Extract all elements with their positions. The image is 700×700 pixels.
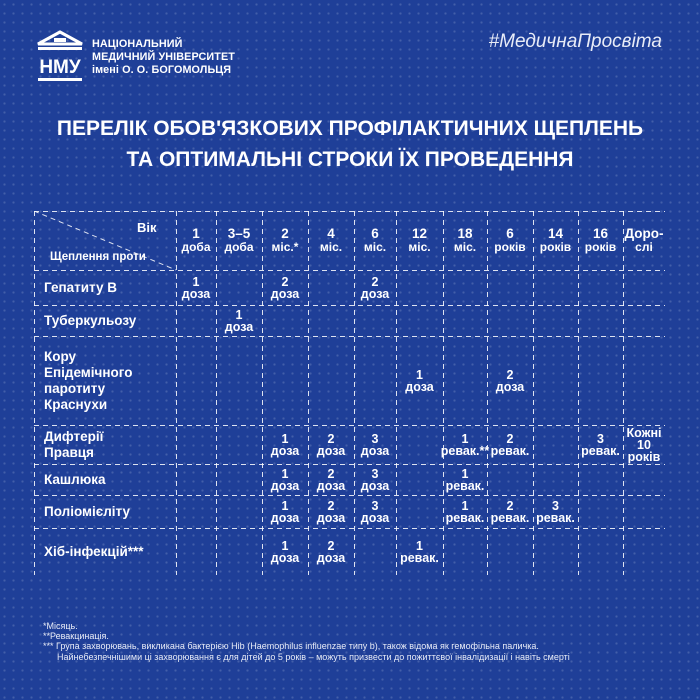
page-title: ПЕРЕЛІК ОБОВ'ЯЗКОВИХ ПРОФІЛАКТИЧНИХ ЩЕПЛЕНЬ ТА ОПТИМАЛЬНІ СТРОКИ ЇХ ПРОВЕДЕННЯ: [56, 117, 644, 171]
dose-cell: 1 доза: [181, 274, 211, 301]
row-label: Хіб-інфекцій***: [44, 543, 144, 559]
dose-cell: 1 доза: [270, 498, 300, 525]
dose-cell: 1 ревак.: [400, 538, 439, 565]
column-header: 1 доба: [181, 226, 211, 254]
dose-cell: 2 доза: [316, 431, 346, 458]
column-header: 16 років: [584, 226, 617, 254]
row-label: Поліомієліту: [44, 503, 130, 519]
footnotes: *Місяць. **Ревакцинація. *** Група захворювань, викликана бактерією Hib (Haemophilus influenzae типу b), також відома як гемофільна паличка. Найнебезпечнішими ці захворювання є для дітей до 5 років – можуть призвести до пожиттєвої інвалідизації і навіть смерті: [43, 621, 570, 662]
dose-cell: 2 доза: [495, 367, 525, 394]
column-header: 3–5 доба: [224, 226, 254, 254]
row-label: Кашлюка: [44, 471, 106, 487]
dose-cell: 2 доза: [360, 274, 390, 301]
dose-cell: Кожні 10 років: [626, 425, 662, 464]
dose-cell: 3 доза: [360, 498, 390, 525]
column-header: 6 міс.: [363, 226, 387, 254]
dose-cell: 2 ревак.: [490, 431, 530, 458]
column-header: 14 років: [539, 226, 572, 254]
dose-cell: 1 доза: [270, 431, 300, 458]
row-label: Кору Епідемічного паротиту Краснухи: [44, 348, 133, 412]
column-header: 2 міс.*: [271, 226, 299, 254]
dose-cell: 2 доза: [316, 538, 346, 565]
header-age-label: Вік: [137, 220, 157, 235]
dose-cell: 1 ревак.: [445, 466, 485, 493]
dose-cell: 3 доза: [360, 466, 390, 493]
column-header: Доро- слі: [624, 226, 664, 254]
dose-cell: 2 доза: [316, 498, 346, 525]
university-name: НАЦІОНАЛЬНИЙ МЕДИЧНИЙ УНІВЕРСИТЕТ імені О. О. БОГОМОЛЬЦЯ: [92, 37, 235, 76]
university-header: [34, 27, 235, 87]
dose-cell: 3 доза: [360, 431, 390, 458]
row-label: Гепатиту В: [44, 279, 118, 295]
logo-letters: НМУ: [39, 57, 81, 78]
vaccination-schedule-table: [34, 211, 665, 575]
column-header: 18 міс.: [453, 226, 477, 254]
dose-cell: 2 ревак.: [490, 498, 530, 525]
dose-cell: 1 ревак.: [445, 498, 485, 525]
hashtag: #МедичнаПросвіта: [488, 31, 662, 52]
row-label: Туберкульозу: [44, 312, 137, 328]
dose-cell: 3 ревак.: [581, 431, 620, 458]
dose-cell: 3 ревак.: [536, 498, 575, 525]
column-header: 6 років: [494, 226, 526, 254]
dose-cell: 1 доза: [270, 538, 300, 565]
university-logo-icon: [34, 29, 86, 85]
dose-cell: 1 доза: [224, 307, 254, 334]
dose-cell: 1 ревак.**: [440, 431, 490, 458]
row-label: Дифтерії Правця: [44, 428, 104, 460]
column-header: 12 міс.: [408, 226, 431, 254]
dose-cell: 2 доза: [316, 466, 346, 493]
column-header: 4 міс.: [319, 226, 343, 254]
dose-cell: 1 доза: [405, 367, 434, 394]
dose-cell: 1 доза: [270, 466, 300, 493]
header-vaccination-against-label: Щеплення проти: [50, 251, 146, 263]
dose-cell: 2 доза: [270, 274, 300, 301]
